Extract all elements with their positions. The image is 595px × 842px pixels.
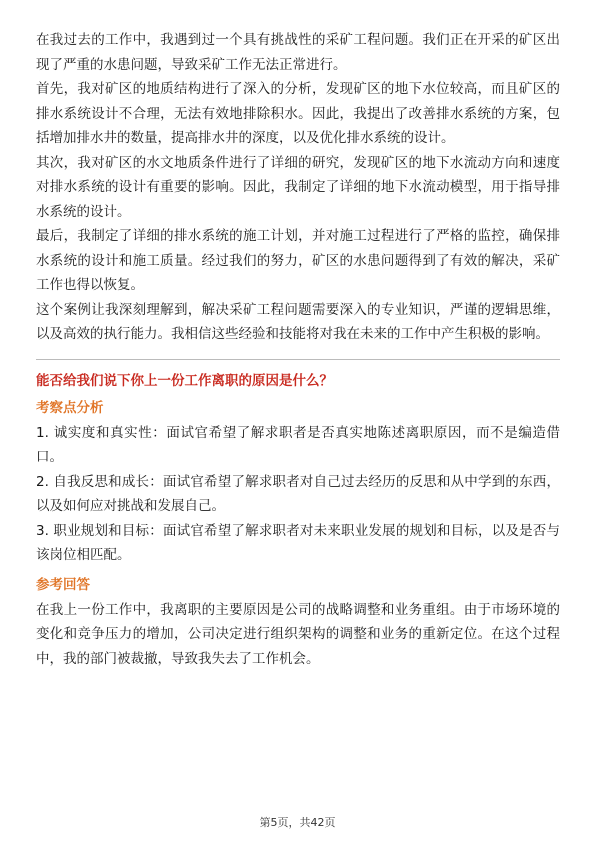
intro-paragraph-4: 最后，我制定了详细的排水系统的施工计划，并对施工过程进行了严格的监控，确保排水系统的设计和施工质量。经过我们的努力，矿区的水患问题得到了有效的解决，采矿工作也得以恢复。 [36,228,560,293]
answer-heading: 参考回答 [36,576,90,593]
analysis-item-3: 3. 职业规划和目标：面试官希望了解求职者对未来职业发展的规划和目标，以及是否与该岗位相匹配。 [36,522,560,563]
intro-paragraph-1: 在我过去的工作中，我遇到过一个具有挑战性的采矿工程问题。我们正在开采的矿区出现了严重的水患问题，导致采矿工作无法正常进行。 [36,32,560,73]
analysis-item-2: 2. 自我反思和成长：面试官希望了解求职者对自己过去经历的反思和从中学到的东西，以及如何应对挑战和发展自己。 [36,473,560,514]
document-page [36,28,560,671]
intro-paragraph-3: 其次，我对矿区的水文地质条件进行了详细的研究，发现矿区的地下水流动方向和速度对排水系统的设计有重要的影响。因此，我制定了详细的地下水流动模型，用于指导排水系统的设计。 [36,154,560,220]
intro-paragraph-2: 首先，我对矿区的地质结构进行了深入的分析，发现矿区的地下水位较高，而且矿区的排水系统设计不合理，无法有效地排除积水。因此，我提出了改善排水系统的方案，包括增加排水井的数量，提高排水井的深度，以及优化排水系统的设计。 [36,81,560,146]
analysis-heading: 考察点分析 [36,399,104,416]
answer-paragraph: 在我上一份工作中，我离职的主要原因是公司的战略调整和业务重组。由于市场环境的变化和竞争压力的增加，公司决定进行组织架构的调整和业务的重新定位。在这个过程中，我的部门被裁撤，导致我失去了工作机会。 [36,601,560,667]
question-heading: 能否给我们说下你上一份工作离职的原因是什么？ [36,372,333,389]
section-divider [36,359,560,360]
analysis-item-1: 1. 诚实度和真实性：面试官希望了解求职者是否真实地陈述离职原因，而不是编造借口。 [36,424,560,465]
intro-paragraph-5: 这个案例让我深刻理解到，解决采矿工程问题需要深入的专业知识，严谨的逻辑思维，以及高效的执行能力。我相信这些经验和技能将对我在未来的工作中产生积极的影响。 [36,301,560,342]
page-footer: 第5页，共42页 [259,816,336,829]
